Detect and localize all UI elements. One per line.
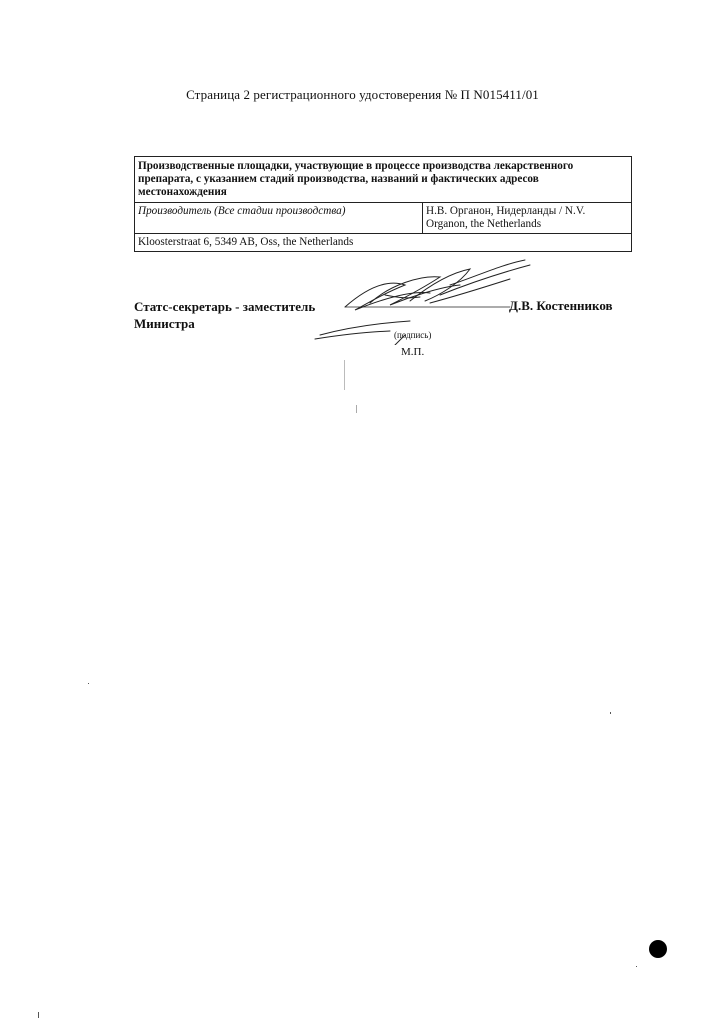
scan-speck bbox=[610, 712, 611, 714]
signatory-name: Д.В. Костенников bbox=[509, 298, 613, 313]
position-line: Статс-секретарь - заместитель bbox=[134, 299, 316, 314]
header-line: Производственные площадки, участвующие в процессе производства лекарственного bbox=[138, 160, 574, 172]
scan-speck bbox=[344, 360, 345, 390]
manufacturer-label-cell: Производитель (Все стадии производства) bbox=[135, 203, 423, 234]
header-line: препарата, с указанием стадий производства, названий и фактических адресов bbox=[138, 173, 539, 185]
scan-speck bbox=[38, 1012, 39, 1018]
production-sites-table bbox=[134, 156, 632, 252]
table-header-cell bbox=[135, 157, 632, 203]
ink-dot-mark bbox=[649, 940, 667, 958]
manufacturer-name-cell bbox=[423, 203, 632, 234]
signatory-position bbox=[134, 298, 315, 332]
signature-caption: (подпись) bbox=[394, 330, 432, 340]
scan-speck bbox=[88, 683, 89, 684]
table-header-row bbox=[135, 157, 632, 203]
page-heading: Страница 2 регистрационного удостоверения № П N015411/01 bbox=[186, 87, 539, 102]
header-line: местонахождения bbox=[138, 186, 227, 198]
manufacturer-name-line: Organon, the Netherlands bbox=[426, 218, 542, 230]
address-cell: Kloosterstraat 6, 5349 AB, Oss, the Netherlands bbox=[135, 234, 632, 252]
manufacturer-name-line: Н.В. Органон, Нидерланды / N.V. bbox=[426, 205, 586, 217]
position-line: Министра bbox=[134, 316, 195, 331]
scan-speck bbox=[356, 405, 357, 413]
seal-label: М.П. bbox=[401, 346, 425, 358]
table-row bbox=[135, 234, 632, 252]
table-row bbox=[135, 203, 632, 234]
scan-speck bbox=[636, 966, 637, 967]
